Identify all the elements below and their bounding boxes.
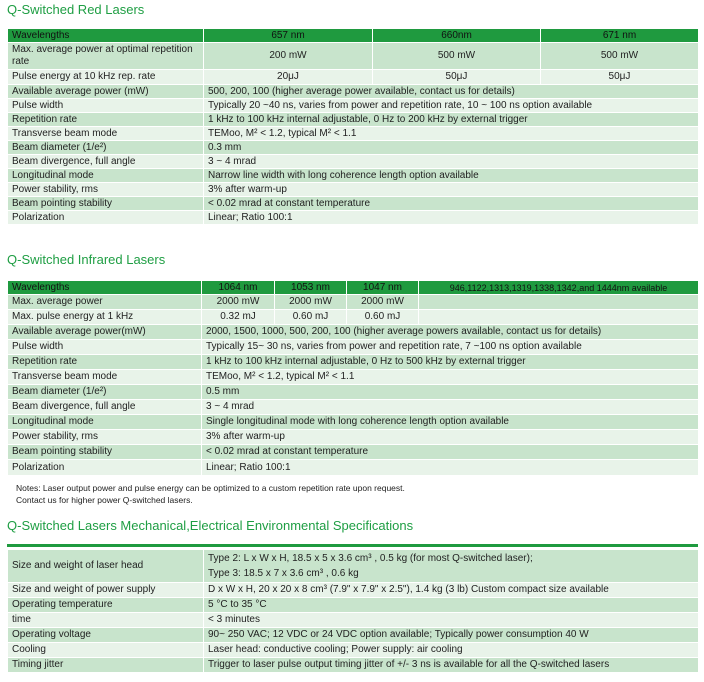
table-cell: 0.3 mm	[204, 141, 699, 155]
table-cell: Max. average power at optimal repetition rate	[8, 43, 204, 70]
table-cell: Max. average power	[8, 295, 202, 310]
table-cell: Longitudinal mode	[8, 415, 202, 430]
table-cell: Operating voltage	[8, 628, 204, 643]
table-cell: 3 ~ 4 mrad	[202, 400, 699, 415]
table-row	[8, 295, 699, 310]
table-header-row	[8, 29, 699, 43]
table-cell: 0.60 mJ	[347, 310, 419, 325]
table-row	[8, 643, 699, 658]
table-cell: Cooling	[8, 643, 204, 658]
table-row	[8, 141, 699, 155]
table-header-cell: 660nm	[373, 29, 541, 43]
table-cell: 500, 200, 100 (higher average power available, contact us for details)	[204, 85, 699, 99]
table-cell: < 3 minutes	[204, 613, 699, 628]
table-header-cell: 657 nm	[204, 29, 373, 43]
table-row	[8, 613, 699, 628]
table-cell: Transverse beam mode	[8, 370, 202, 385]
red-lasers-title: Q-Switched Red Lasers	[7, 2, 145, 17]
table-cell: Beam diameter (1/e²)	[8, 385, 202, 400]
table-cell: 2000 mW	[202, 295, 275, 310]
table-cell: 200 mW	[204, 43, 373, 70]
table-row	[8, 183, 699, 197]
table-cell: Beam pointing stability	[8, 197, 204, 211]
table-cell: Typically 20 ~40 ns, varies from power and repetition rate, 10 ~ 100 ns option available	[204, 99, 699, 113]
table-row	[8, 113, 699, 127]
table-row	[8, 169, 699, 183]
table-cell: Polarization	[8, 211, 204, 225]
table-row	[8, 370, 699, 385]
table-cell: 0.32 mJ	[202, 310, 275, 325]
table-cell: Repetition rate	[8, 355, 202, 370]
table-cell: Linear; Ratio 100:1	[204, 211, 699, 225]
table-row	[8, 550, 699, 583]
table-cell: Typically 15~ 30 ns, varies from power and repetition rate, 7 ~100 ns option available	[202, 340, 699, 355]
notes	[16, 482, 405, 506]
table-cell: Pulse energy at 10 kHz rep. rate	[8, 70, 204, 85]
table-cell: Polarization	[8, 460, 202, 476]
table-cell: Beam pointing stability	[8, 445, 202, 460]
table-cell: < 0.02 mrad at constant temperature	[202, 445, 699, 460]
table-cell: < 0.02 mrad at constant temperature	[204, 197, 699, 211]
table-cell: Operating temperature	[8, 598, 204, 613]
table-row	[8, 325, 699, 340]
table-cell: 1 kHz to 100 kHz internal adjustable, 0 Hz to 500 kHz by external trigger	[202, 355, 699, 370]
table-cell: Pulse width	[8, 99, 204, 113]
table-cell: TEMoo, M² < 1.2, typical M² < 1.1	[204, 127, 699, 141]
table-cell: Longitudinal mode	[8, 169, 204, 183]
table-row	[8, 355, 699, 370]
table-cell: TEMoo, M² < 1.2, typical M² < 1.1	[202, 370, 699, 385]
table-row	[8, 628, 699, 643]
mech-specs-table	[7, 549, 699, 673]
table-cell: Narrow line width with long coherence length option available	[204, 169, 699, 183]
table-row	[8, 70, 699, 85]
table-row	[8, 598, 699, 613]
table-cell: Max. pulse energy at 1 kHz	[8, 310, 202, 325]
mech-specs-title: Q-Switched Lasers Mechanical,Electrical Environmental Specifications	[7, 518, 414, 533]
table-row	[8, 127, 699, 141]
table-header-cell: 1053 nm	[275, 281, 347, 295]
table-header-cell: 946,1122,1313,1319,1338,1342,and 1444nm available	[419, 281, 699, 295]
table-row	[8, 460, 699, 476]
ir-lasers-title: Q-Switched Infrared Lasers	[7, 252, 166, 267]
table-cell: Pulse width	[8, 340, 202, 355]
table-cell: 1 kHz to 100 kHz internal adjustable, 0 Hz to 200 kHz by external trigger	[204, 113, 699, 127]
table-cell: Beam diameter (1/e²)	[8, 141, 204, 155]
table-cell: 50μJ	[541, 70, 699, 85]
table-header-cell: Wavelengths	[8, 29, 204, 43]
table-cell-line: Type 2: L x W x H, 18.5 x 5 x 3.6 cm³ , 0.5 kg (for most Q-switched laser);	[208, 553, 533, 564]
table-row	[8, 445, 699, 460]
table-row	[8, 385, 699, 400]
table-row	[8, 155, 699, 169]
table-cell: Linear; Ratio 100:1	[202, 460, 699, 476]
table-cell: Timing jitter	[8, 658, 204, 673]
table-cell: 3% after warm-up	[202, 430, 699, 445]
table-cell: Power stability, rms	[8, 183, 204, 197]
table-row	[8, 43, 699, 70]
table-row	[8, 583, 699, 598]
table-row	[8, 310, 699, 325]
table-cell: Transverse beam mode	[8, 127, 204, 141]
table-cell: 50μJ	[373, 70, 541, 85]
table-header-cell: 1047 nm	[347, 281, 419, 295]
note-line: Notes: Laser output power and pulse energy can be optimized to a custom repetition rate upon request.	[16, 483, 405, 493]
table-header-cell: 671 nm	[541, 29, 699, 43]
table-row	[8, 340, 699, 355]
table-cell: 500 mW	[541, 43, 699, 70]
ir-lasers-table	[7, 280, 699, 476]
table-cell: 0.5 mm	[202, 385, 699, 400]
table-cell	[419, 310, 699, 325]
table-cell: Size and weight of laser head	[8, 550, 204, 583]
table-cell: Power stability, rms	[8, 430, 202, 445]
divider	[7, 544, 698, 547]
table-row	[8, 197, 699, 211]
table-header-row	[8, 281, 699, 295]
table-header-cell: 1064 nm	[202, 281, 275, 295]
table-row	[8, 99, 699, 113]
table-cell: 0.60 mJ	[275, 310, 347, 325]
table-row	[8, 658, 699, 673]
table-cell: Laser head: conductive cooling; Power supply: air cooling	[204, 643, 699, 658]
table-row	[8, 85, 699, 99]
table-header-cell: Wavelengths	[8, 281, 202, 295]
table-cell-line: Type 3: 18.5 x 7 x 3.6 cm³ , 0.6 kg	[208, 568, 359, 579]
table-cell: 3 ~ 4 mrad	[204, 155, 699, 169]
table-cell: Beam divergence, full angle	[8, 400, 202, 415]
table-cell: time	[8, 613, 204, 628]
table-cell	[419, 295, 699, 310]
table-cell: 5 °C to 35 °C	[204, 598, 699, 613]
table-cell: Beam divergence, full angle	[8, 155, 204, 169]
table-row	[8, 415, 699, 430]
table-cell: 2000 mW	[275, 295, 347, 310]
table-row	[8, 211, 699, 225]
note-line: Contact us for higher power Q-switched lasers.	[16, 495, 193, 505]
table-cell: 20μJ	[204, 70, 373, 85]
table-cell: D x W x H, 20 x 20 x 8 cm³ (7.9" x 7.9" x 2.5"), 1.4 kg (3 lb) Custom compact size available	[204, 583, 699, 598]
table-cell: Available average power (mW)	[8, 85, 204, 99]
table-cell: 2000, 1500, 1000, 500, 200, 100 (higher average powers available, contact us for details)	[202, 325, 699, 340]
table-cell: 500 mW	[373, 43, 541, 70]
table-row	[8, 400, 699, 415]
table-cell: Repetition rate	[8, 113, 204, 127]
red-lasers-table	[7, 28, 699, 225]
table-cell: Trigger to laser pulse output timing jitter of +/- 3 ns is available for all the Q-switched lasers	[204, 658, 699, 673]
table-cell: 90~ 250 VAC; 12 VDC or 24 VDC option available; Typically power consumption 40 W	[204, 628, 699, 643]
table-cell	[204, 550, 699, 583]
table-cell: Available average power(mW)	[8, 325, 202, 340]
table-cell: 3% after warm-up	[204, 183, 699, 197]
table-row	[8, 430, 699, 445]
table-cell: Single longitudinal mode with long coherence length option available	[202, 415, 699, 430]
table-cell: 2000 mW	[347, 295, 419, 310]
table-cell: Size and weight of power supply	[8, 583, 204, 598]
